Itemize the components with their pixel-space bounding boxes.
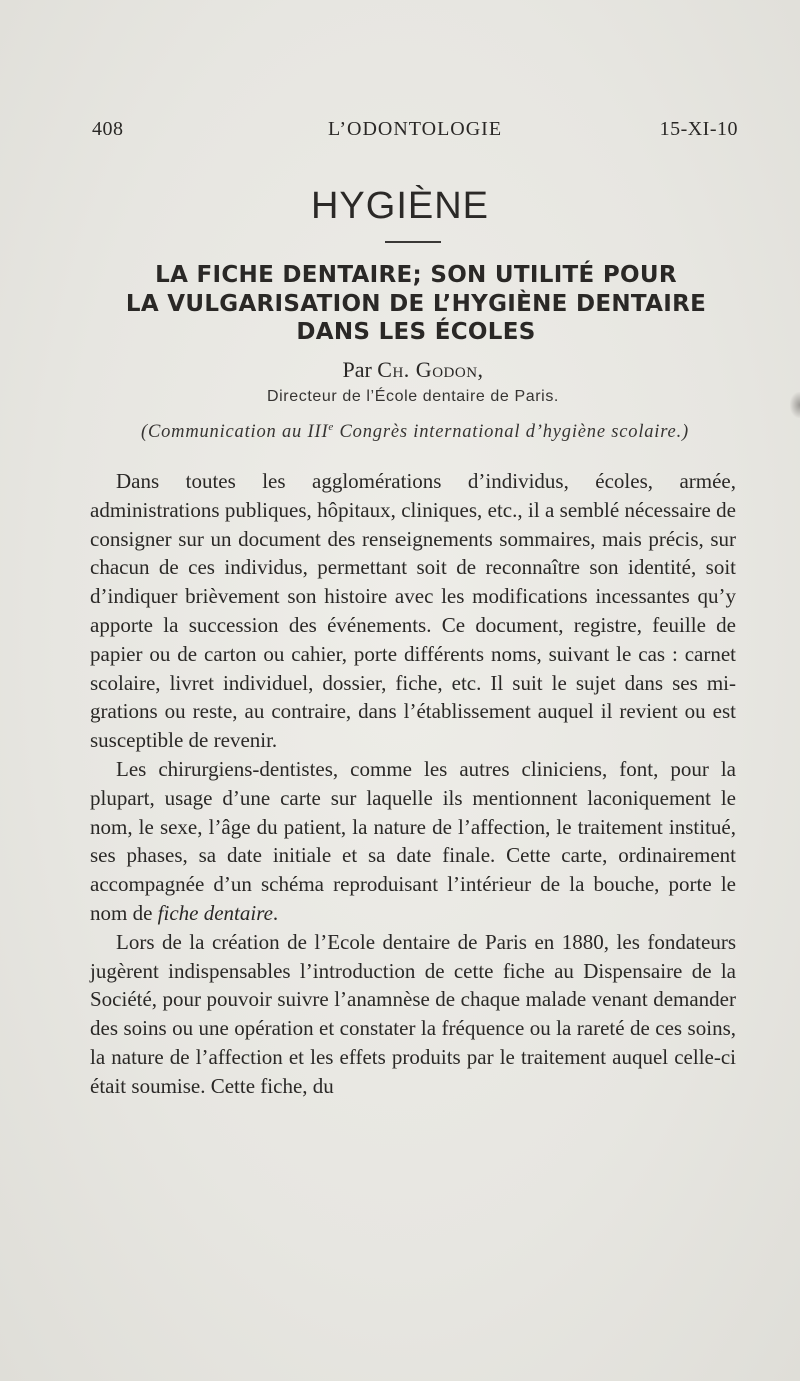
title-rule <box>385 241 441 243</box>
paragraph <box>90 755 736 928</box>
paragraph: Dans toutes les agglomérations d’individus, écoles, armée, administrations publiques, hôpitaux, cliniques, etc., il a semblé nécessaire de consigner sur un document des renseignements sommaires, mais précis, sur chacun de ces individus, permettant soit de reconnaître son identité, soit d’indiquer brièvement son histoire avec les modifications incessantes qu’y apporte la succession des événements. Ce document, registre, feuille de papier ou de carton ou cahier, porte différents noms, suivant le cas : carnet scolaire, livret individuel, dossier, fiche, etc. Il suit le sujet dans ses migrations ou reste, au contraire, dans l’établissement auquel il revient ou est susceptible de revenir. <box>90 469 736 753</box>
author-affiliation: Directeur de l’École dentaire de Paris. <box>267 388 559 405</box>
communication-text-end: Congrès international d’hygiène scolaire.) <box>334 422 689 443</box>
article-title-line: LA VULGARISATION DE L’HYGIÈNE DENTAIRE <box>125 290 707 317</box>
communication-note <box>90 421 740 443</box>
communication-text: (Communication au III <box>141 422 329 443</box>
article-title-line: LA FICHE DENTAIRE; SON UTILITÉ POUR <box>155 262 677 288</box>
italic-term: fiche dentaire <box>157 900 273 925</box>
article-body <box>90 467 736 1101</box>
section-title: HYGIÈNE <box>310 185 490 227</box>
article-title-line: DANS LES ÉCOLES <box>296 319 536 345</box>
issue-date: 15-XI-10 <box>659 118 738 140</box>
paragraph: Lors de la création de l’Ecole dentaire de Paris en 1880, les fondateurs jugèrent indispensables l’introduction de cette fiche au Dispensaire de la Société, pour pouvoir suivre l’anamnèse de chaque malade venant demander des soins ou une opération et constater la fréquence ou la rareté de ces soins, la nature de l’affection et les effets produits par le traitement auquel celle-ci était soumise. Cette fiche, du <box>90 929 736 1098</box>
communication-superscript: e <box>328 421 335 433</box>
article-title <box>60 261 772 347</box>
paragraph-text: Les chirurgiens-dentistes, comme les autres cliniciens, font, pour la plupart, usage d’une carte sur laquelle ils mentionnent laconiquement le nom, le sexe, l’âge du patient, la nature de l’affection, le traitement institué, ses phases, sa date initiale et sa date finale. Cette carte, ordinairement accompagnée d’un schéma reproduisant l’intérieur de la bouche, porte le nom de <box>90 756 736 925</box>
author-prefix: Par <box>342 357 372 382</box>
paragraph-end: . <box>272 900 279 925</box>
journal-title: L’ODONTOLOGIE <box>327 118 503 140</box>
author-name: Ch. Godon, <box>377 357 484 382</box>
page-edge-mark <box>790 392 800 418</box>
author-line <box>0 357 800 383</box>
running-header <box>92 118 738 146</box>
page-number: 408 <box>92 118 124 140</box>
